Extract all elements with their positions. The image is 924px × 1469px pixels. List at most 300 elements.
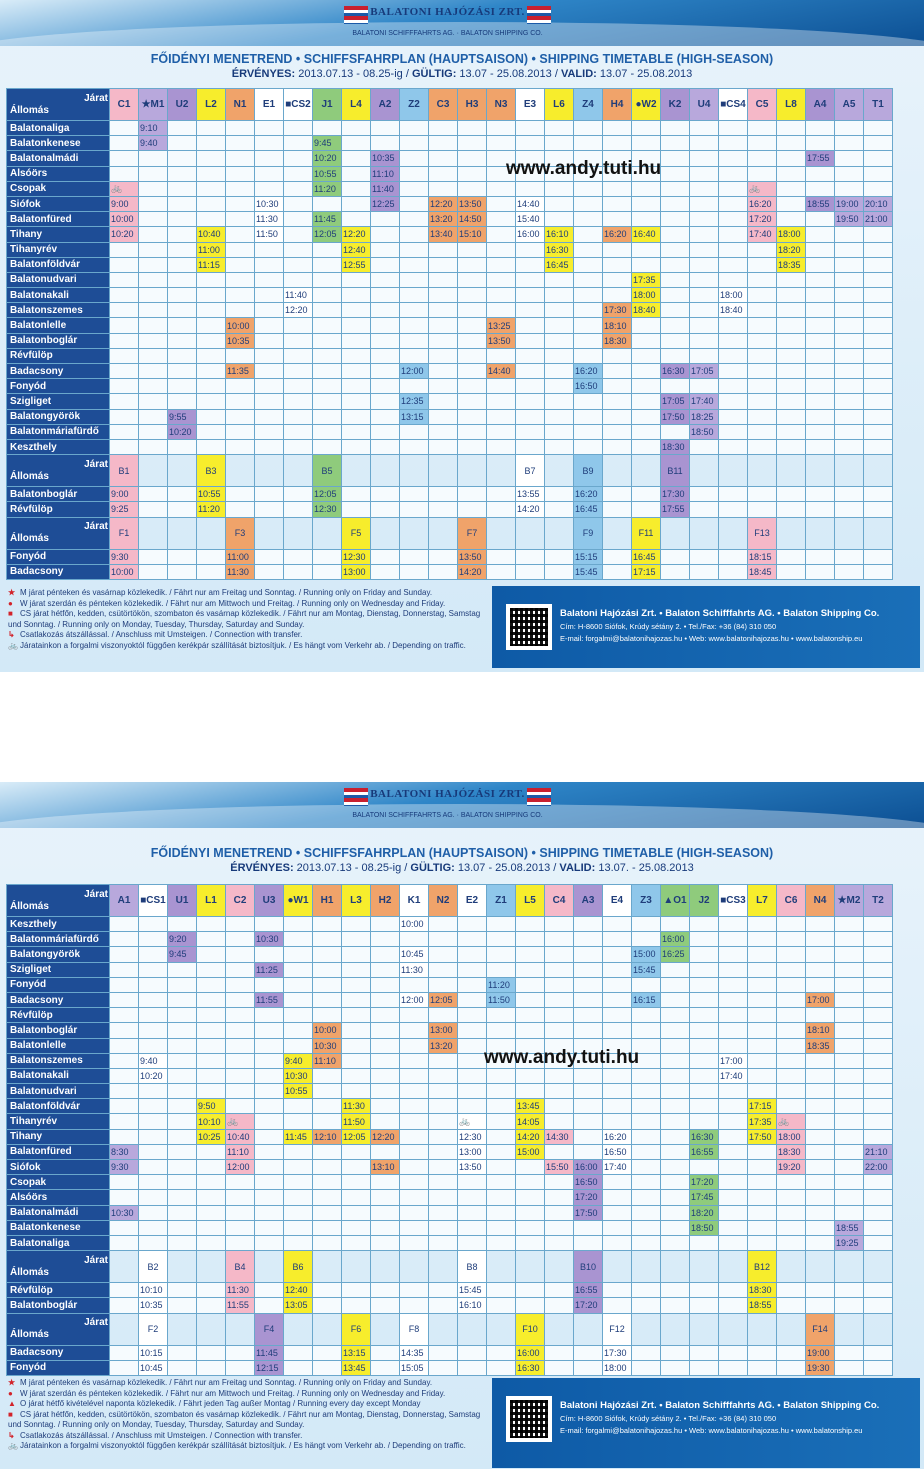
- empty-cell: [777, 379, 806, 394]
- departure-time: 17:35: [632, 272, 661, 287]
- ferry-id: [255, 517, 284, 549]
- empty-cell: [632, 1298, 661, 1313]
- empty-cell: [719, 394, 748, 409]
- ferry-id: F14: [806, 1313, 835, 1345]
- empty-cell: [516, 947, 545, 962]
- empty-cell: [835, 121, 864, 136]
- empty-cell: [284, 196, 313, 211]
- empty-cell: [458, 1190, 487, 1205]
- empty-cell: [255, 166, 284, 181]
- empty-cell: [197, 1023, 226, 1038]
- empty-cell: [864, 932, 893, 947]
- empty-cell: [661, 333, 690, 348]
- empty-cell: [545, 424, 574, 439]
- ferry-id: [197, 1251, 226, 1283]
- departure-time: 12:05: [429, 992, 458, 1007]
- flag-icon: [527, 788, 551, 806]
- departure-time: 13:10: [371, 1160, 400, 1175]
- empty-cell: [197, 1220, 226, 1235]
- departure-time: 15:40: [516, 212, 545, 227]
- departure-time: 12:00: [400, 364, 429, 379]
- empty-cell: [719, 1235, 748, 1250]
- empty-cell: [690, 1099, 719, 1114]
- empty-cell: [690, 1345, 719, 1360]
- station-name: Balatonaliga: [7, 121, 110, 136]
- empty-cell: [690, 1008, 719, 1023]
- departure-time: 11:15: [197, 257, 226, 272]
- ferry-id: [632, 1251, 661, 1283]
- empty-cell: [400, 1099, 429, 1114]
- departure-time: 10:20: [110, 227, 139, 242]
- ferry-id: [168, 455, 197, 487]
- departure-time: 18:55: [806, 196, 835, 211]
- departure-time: 16:30: [661, 364, 690, 379]
- ferry-id: B5: [313, 455, 342, 487]
- station-name: Balatonboglár: [7, 487, 110, 502]
- empty-cell: [835, 1144, 864, 1159]
- empty-cell: [458, 992, 487, 1007]
- station-name: Fonyód: [7, 549, 110, 564]
- empty-cell: [197, 1298, 226, 1313]
- empty-cell: [690, 227, 719, 242]
- empty-cell: [342, 364, 371, 379]
- empty-cell: [719, 212, 748, 227]
- empty-cell: [864, 1235, 893, 1250]
- empty-cell: [110, 962, 139, 977]
- ferry-id: B9: [574, 455, 603, 487]
- empty-cell: [545, 1283, 574, 1298]
- empty-cell: [487, 303, 516, 318]
- empty-cell: [690, 272, 719, 287]
- empty-cell: [545, 487, 574, 502]
- station-name: Balatonmáriafürdő: [7, 424, 110, 439]
- departure-time: 🚲: [748, 181, 777, 196]
- empty-cell: [806, 379, 835, 394]
- empty-cell: [139, 1144, 168, 1159]
- empty-cell: [400, 1175, 429, 1190]
- empty-cell: [313, 917, 342, 932]
- empty-cell: [487, 932, 516, 947]
- empty-cell: [400, 379, 429, 394]
- empty-cell: [777, 1190, 806, 1205]
- empty-cell: [516, 1220, 545, 1235]
- departure-time: 10:00: [313, 1023, 342, 1038]
- empty-cell: [487, 196, 516, 211]
- empty-cell: [806, 1068, 835, 1083]
- empty-cell: [777, 1023, 806, 1038]
- empty-cell: [110, 1023, 139, 1038]
- empty-cell: [255, 1068, 284, 1083]
- departure-time: 18:00: [719, 288, 748, 303]
- title-block-2: [0, 846, 924, 874]
- empty-cell: [661, 977, 690, 992]
- legend-note: [8, 1431, 488, 1442]
- empty-cell: [545, 196, 574, 211]
- empty-cell: [806, 1008, 835, 1023]
- legend-note: [8, 609, 488, 630]
- empty-cell: [342, 181, 371, 196]
- legend-marker-icon: ●: [8, 598, 13, 608]
- empty-cell: [864, 1008, 893, 1023]
- empty-cell: [864, 151, 893, 166]
- departure-time: 17:35: [748, 1114, 777, 1129]
- empty-cell: [690, 166, 719, 181]
- empty-cell: [313, 242, 342, 257]
- route-header: A1: [110, 885, 139, 917]
- contact-web: E-mail: forgalmi@balatonihajozas.hu • Web: www.balatonihajozas.hu • www.balatonship.eu: [560, 634, 863, 643]
- empty-cell: [168, 151, 197, 166]
- route-header: E3: [516, 89, 545, 121]
- header-corner: [7, 455, 110, 487]
- route-header: L7: [748, 885, 777, 917]
- empty-cell: [719, 1084, 748, 1099]
- empty-cell: [690, 439, 719, 454]
- departure-time: 9:45: [313, 136, 342, 151]
- departure-time: 16:45: [632, 549, 661, 564]
- empty-cell: [690, 288, 719, 303]
- empty-cell: [429, 932, 458, 947]
- empty-cell: [516, 1283, 545, 1298]
- empty-cell: [748, 1144, 777, 1159]
- empty-cell: [748, 1008, 777, 1023]
- empty-cell: [284, 1190, 313, 1205]
- departure-time: 19:30: [806, 1360, 835, 1375]
- empty-cell: [110, 947, 139, 962]
- empty-cell: [226, 394, 255, 409]
- empty-cell: [400, 303, 429, 318]
- empty-cell: [110, 424, 139, 439]
- empty-cell: [197, 212, 226, 227]
- departure-time: 12:20: [342, 227, 371, 242]
- empty-cell: [400, 1023, 429, 1038]
- empty-cell: [574, 212, 603, 227]
- empty-cell: [284, 364, 313, 379]
- empty-cell: [748, 1220, 777, 1235]
- empty-cell: [574, 1114, 603, 1129]
- empty-cell: [284, 348, 313, 363]
- legend-text: Járatainkon a forgalmi viszonyoktól függően kerékpár szállítását biztosítjuk. / Es hängt vom Verkehr ab. / Depending on traffic.: [20, 640, 466, 650]
- departure-time: 10:30: [313, 1038, 342, 1053]
- empty-cell: [255, 288, 284, 303]
- empty-cell: [835, 333, 864, 348]
- empty-cell: [458, 1345, 487, 1360]
- header-corner: [7, 89, 110, 121]
- ferry-id: [226, 1313, 255, 1345]
- empty-cell: [806, 1160, 835, 1175]
- header-corner: [7, 517, 110, 549]
- empty-cell: [110, 1360, 139, 1375]
- empty-cell: [661, 992, 690, 1007]
- empty-cell: [632, 1008, 661, 1023]
- jarat-label: Járat: [84, 888, 108, 900]
- empty-cell: [719, 1144, 748, 1159]
- departure-time: 13:45: [342, 1360, 371, 1375]
- empty-cell: [342, 136, 371, 151]
- empty-cell: [371, 1008, 400, 1023]
- departure-time: 12:25: [371, 196, 400, 211]
- empty-cell: [574, 272, 603, 287]
- empty-cell: [255, 1114, 284, 1129]
- empty-cell: [487, 1220, 516, 1235]
- empty-cell: [458, 1235, 487, 1250]
- departure-time: 10:55: [197, 487, 226, 502]
- empty-cell: [226, 1360, 255, 1375]
- empty-cell: [487, 1190, 516, 1205]
- empty-cell: [429, 549, 458, 564]
- departure-time: 14:40: [516, 196, 545, 211]
- empty-cell: [313, 1205, 342, 1220]
- empty-cell: [806, 1235, 835, 1250]
- departure-time: 12:20: [429, 196, 458, 211]
- empty-cell: [342, 962, 371, 977]
- ferry-id: [574, 1313, 603, 1345]
- empty-cell: [806, 502, 835, 517]
- departure-time: 9:20: [168, 932, 197, 947]
- empty-cell: [342, 439, 371, 454]
- empty-cell: [516, 962, 545, 977]
- empty-cell: [806, 364, 835, 379]
- departure-time: 15:45: [458, 1283, 487, 1298]
- legend-text: Járatainkon a forgalmi viszonyoktól függően kerékpár szállítását biztosítjuk. / Es hängt vom Verkehr ab. / Depending on traffic.: [20, 1441, 466, 1450]
- empty-cell: [110, 1084, 139, 1099]
- empty-cell: [603, 288, 632, 303]
- empty-cell: [429, 1175, 458, 1190]
- route-header: ★M2: [835, 885, 864, 917]
- empty-cell: [255, 1038, 284, 1053]
- empty-cell: [835, 1175, 864, 1190]
- empty-cell: [400, 1129, 429, 1144]
- contact-address: Cím: H-8600 Siófok, Krúdy sétány 2. • Tel./Fax: +36 (84) 310 050: [560, 1414, 777, 1423]
- empty-cell: [110, 257, 139, 272]
- empty-cell: [574, 917, 603, 932]
- empty-cell: [719, 196, 748, 211]
- empty-cell: [864, 1114, 893, 1129]
- empty-cell: [806, 409, 835, 424]
- departure-time: 10:10: [139, 1283, 168, 1298]
- empty-cell: [835, 564, 864, 579]
- empty-cell: [313, 288, 342, 303]
- departure-time: 18:50: [690, 424, 719, 439]
- empty-cell: [603, 136, 632, 151]
- departure-time: 18:15: [748, 549, 777, 564]
- empty-cell: [458, 333, 487, 348]
- empty-cell: [748, 242, 777, 257]
- empty-cell: [458, 409, 487, 424]
- empty-cell: [429, 1298, 458, 1313]
- empty-cell: [632, 1084, 661, 1099]
- empty-cell: [429, 1114, 458, 1129]
- departure-time: 12:10: [313, 1129, 342, 1144]
- empty-cell: [110, 272, 139, 287]
- empty-cell: [806, 1175, 835, 1190]
- empty-cell: [400, 288, 429, 303]
- ferry-id: [661, 517, 690, 549]
- route-header: U4: [690, 89, 719, 121]
- departure-time: 18:00: [603, 1360, 632, 1375]
- empty-cell: [487, 1175, 516, 1190]
- empty-cell: [777, 1084, 806, 1099]
- empty-cell: [719, 1023, 748, 1038]
- empty-cell: [748, 1038, 777, 1053]
- ferry-id: [777, 455, 806, 487]
- empty-cell: [719, 1114, 748, 1129]
- departure-time: 18:40: [719, 303, 748, 318]
- departure-time: 12:55: [342, 257, 371, 272]
- empty-cell: [864, 1129, 893, 1144]
- departure-time: 14:40: [487, 364, 516, 379]
- empty-cell: [690, 502, 719, 517]
- departure-time: 🚲: [110, 181, 139, 196]
- empty-cell: [661, 1190, 690, 1205]
- departure-time: 10:45: [139, 1360, 168, 1375]
- empty-cell: [835, 318, 864, 333]
- route-header: N3: [487, 89, 516, 121]
- empty-cell: [806, 1099, 835, 1114]
- empty-cell: [197, 121, 226, 136]
- empty-cell: [545, 181, 574, 196]
- empty-cell: [690, 932, 719, 947]
- empty-cell: [371, 1235, 400, 1250]
- departure-time: 18:10: [806, 1023, 835, 1038]
- timetable-sheet-2: [0, 782, 924, 1469]
- legend-notes-2: [8, 1378, 488, 1452]
- departure-time: 17:30: [603, 303, 632, 318]
- empty-cell: [400, 502, 429, 517]
- empty-cell: [342, 992, 371, 1007]
- empty-cell: [284, 564, 313, 579]
- empty-cell: [661, 242, 690, 257]
- empty-cell: [168, 257, 197, 272]
- empty-cell: [864, 379, 893, 394]
- empty-cell: [313, 409, 342, 424]
- empty-cell: [168, 1175, 197, 1190]
- empty-cell: [603, 1068, 632, 1083]
- station-name: Balatonalmádi: [7, 151, 110, 166]
- empty-cell: [429, 1129, 458, 1144]
- empty-cell: [168, 1099, 197, 1114]
- empty-cell: [197, 1084, 226, 1099]
- departure-time: 14:50: [458, 212, 487, 227]
- empty-cell: [284, 424, 313, 439]
- empty-cell: [690, 303, 719, 318]
- empty-cell: [168, 502, 197, 517]
- route-header: C1: [110, 89, 139, 121]
- empty-cell: [226, 1235, 255, 1250]
- empty-cell: [574, 1144, 603, 1159]
- empty-cell: [371, 1220, 400, 1235]
- departure-time: 11:50: [342, 1114, 371, 1129]
- route-header: H4: [603, 89, 632, 121]
- empty-cell: [226, 1023, 255, 1038]
- departure-time: 16:00: [661, 932, 690, 947]
- qr-code-icon: [506, 604, 552, 650]
- empty-cell: [284, 947, 313, 962]
- empty-cell: [458, 257, 487, 272]
- empty-cell: [313, 364, 342, 379]
- empty-cell: [284, 181, 313, 196]
- route-header: H2: [371, 885, 400, 917]
- empty-cell: [690, 1023, 719, 1038]
- empty-cell: [255, 424, 284, 439]
- empty-cell: [400, 1205, 429, 1220]
- departure-time: 16:30: [545, 242, 574, 257]
- departure-time: 11:10: [371, 166, 400, 181]
- empty-cell: [806, 1190, 835, 1205]
- empty-cell: [168, 242, 197, 257]
- departure-time: 9:30: [110, 1160, 139, 1175]
- empty-cell: [748, 303, 777, 318]
- empty-cell: [748, 257, 777, 272]
- title-block-1: [0, 52, 924, 80]
- station-name: Badacsony: [7, 1345, 110, 1360]
- empty-cell: [197, 977, 226, 992]
- empty-cell: [284, 1038, 313, 1053]
- empty-cell: [226, 1099, 255, 1114]
- empty-cell: [487, 502, 516, 517]
- empty-cell: [835, 1190, 864, 1205]
- ferry-id: [864, 517, 893, 549]
- empty-cell: [139, 379, 168, 394]
- empty-cell: [255, 1298, 284, 1313]
- empty-cell: [748, 1360, 777, 1375]
- departure-time: 10:55: [313, 166, 342, 181]
- empty-cell: [487, 272, 516, 287]
- station-name: Keszthely: [7, 439, 110, 454]
- empty-cell: [777, 1298, 806, 1313]
- empty-cell: [574, 288, 603, 303]
- empty-cell: [255, 303, 284, 318]
- empty-cell: [110, 1008, 139, 1023]
- route-header: A2: [371, 89, 400, 121]
- departure-time: 11:00: [197, 242, 226, 257]
- empty-cell: [458, 439, 487, 454]
- station-name: Siófok: [7, 196, 110, 211]
- empty-cell: [226, 227, 255, 242]
- empty-cell: [632, 1099, 661, 1114]
- empty-cell: [284, 121, 313, 136]
- empty-cell: [313, 196, 342, 211]
- empty-cell: [690, 379, 719, 394]
- empty-cell: [458, 318, 487, 333]
- empty-cell: [864, 502, 893, 517]
- empty-cell: [429, 394, 458, 409]
- empty-cell: [516, 272, 545, 287]
- empty-cell: [777, 1099, 806, 1114]
- empty-cell: [371, 424, 400, 439]
- empty-cell: [168, 992, 197, 1007]
- empty-cell: [777, 502, 806, 517]
- empty-cell: [371, 303, 400, 318]
- empty-cell: [632, 318, 661, 333]
- empty-cell: [284, 962, 313, 977]
- departure-time: 12:00: [400, 992, 429, 1007]
- empty-cell: [661, 1144, 690, 1159]
- empty-cell: [371, 288, 400, 303]
- empty-cell: [226, 257, 255, 272]
- empty-cell: [690, 318, 719, 333]
- ferry-id: [835, 517, 864, 549]
- empty-cell: [255, 549, 284, 564]
- empty-cell: [110, 1099, 139, 1114]
- ferry-id: F13: [748, 517, 777, 549]
- empty-cell: [719, 166, 748, 181]
- empty-cell: [429, 502, 458, 517]
- departure-time: 11:30: [400, 962, 429, 977]
- empty-cell: [835, 549, 864, 564]
- ferry-id: [719, 1313, 748, 1345]
- empty-cell: [313, 1008, 342, 1023]
- departure-time: 13:00: [342, 564, 371, 579]
